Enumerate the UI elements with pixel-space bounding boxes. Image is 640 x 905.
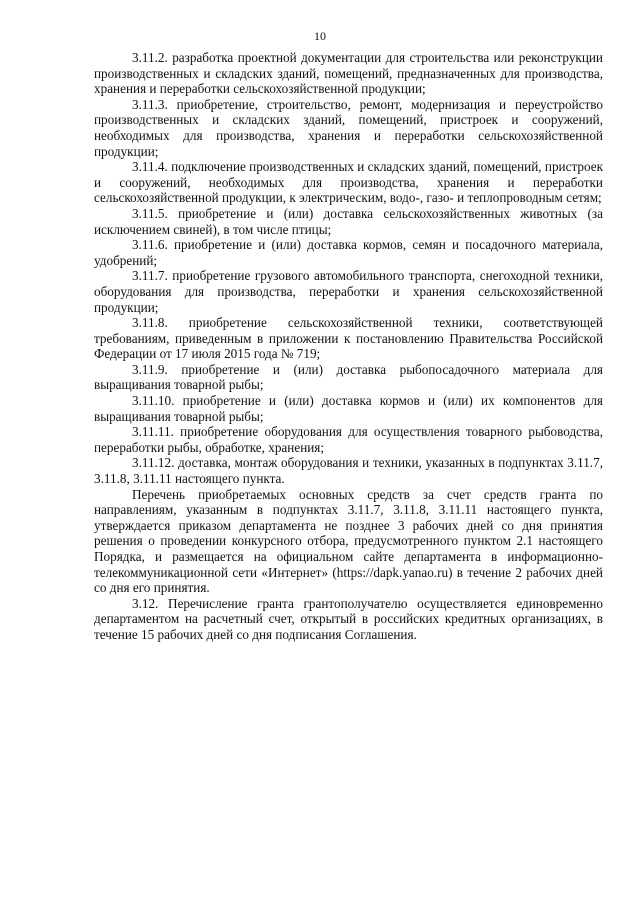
paragraph-3-11-9: 3.11.9. приобретение и (или) доставка рыбопосадочного материала для выращивания товарной рыбы; <box>94 361 603 393</box>
paragraph-3-11-6: 3.11.6. приобретение и (или) доставка кормов, семян и посадочного материала, удобрений; <box>94 237 603 268</box>
paragraph-3-11-3: 3.11.3. приобретение, строительство, ремонт, модернизация и переустройство производственных и складских зданий, помещений, пристроек и сооружений, необходимых для производства, хранения и переработки сельскохозяйственной продукции; <box>94 96 603 159</box>
paragraph-3-11-12: 3.11.12. доставка, монтаж оборудования и техники, указанных в подпунктах 3.11.7, 3.11.8, 3.11.11 настоящего пункта. <box>94 455 603 487</box>
paragraph-3-11-7: 3.11.7. приобретение грузового автомобильного транспорта, снегоходной техники, оборудования для производства, переработки и хранения сельскохозяйственной продукции; <box>94 268 603 315</box>
paragraph-3-11-4: 3.11.4. подключение производственных и складских зданий, помещений, пристроек и сооружений, необходимых для производства, хранения и переработки сельскохозяйственной продукции, к электрическим, водо-, газо- и теплопроводным сетям; <box>94 159 603 206</box>
paragraph-3-11-8: 3.11.8. приобретение сельскохозяйственной техники, соответствующей требованиям, приведенным в приложении к постановлению Правительства Российской Федерации от 17 июля 2015 года № 719; <box>94 315 603 362</box>
paragraph-asset-list: Перечень приобретаемых основных средств за счет средств гранта по направлениям, указанным в подпунктах 3.11.7, 3.11.8, 3.11.11 настоящего пункта, утверждается приказом департамента не позднее 3 рабочих дней со дня принятия решения о проведении конкурсного отбора, предусмотренного пунктом 2.1 настоящего Порядка, и размещается на официальном сайте департамента в информационно-телекоммуникационной сети «Интернет» (https://dapk.yanao.ru) в течение 2 рабочих дней со дня его принятия. <box>94 486 603 596</box>
paragraph-3-11-11: 3.11.11. приобретение оборудования для осуществления товарного рыбоводства, переработки рыбы, обработке, хранения; <box>94 424 603 455</box>
paragraph-3-12: 3.12. Перечисление гранта грантополучателю осуществляется единовременно департаментом на расчетный счет, открытый в российских кредитных организациях, в течение 15 рабочих дней со дня подписания Соглашения. <box>94 595 603 642</box>
paragraph-3-11-5: 3.11.5. приобретение и (или) доставка сельскохозяйственных животных (за исключением свиней), в том числе птицы; <box>94 205 603 237</box>
page-number: 10 <box>314 29 326 43</box>
document-body <box>94 50 603 643</box>
paragraph-3-11-10: 3.11.10. приобретение и (или) доставка кормов и (или) их компонентов для выращивания товарной рыбы; <box>94 393 603 424</box>
paragraph-3-11-2: 3.11.2. разработка проектной документации для строительства или реконструкции производственных и складских зданий, помещений, предназначенных для производства, хранения и переработки сельскохозяйственной продукции; <box>94 50 603 97</box>
